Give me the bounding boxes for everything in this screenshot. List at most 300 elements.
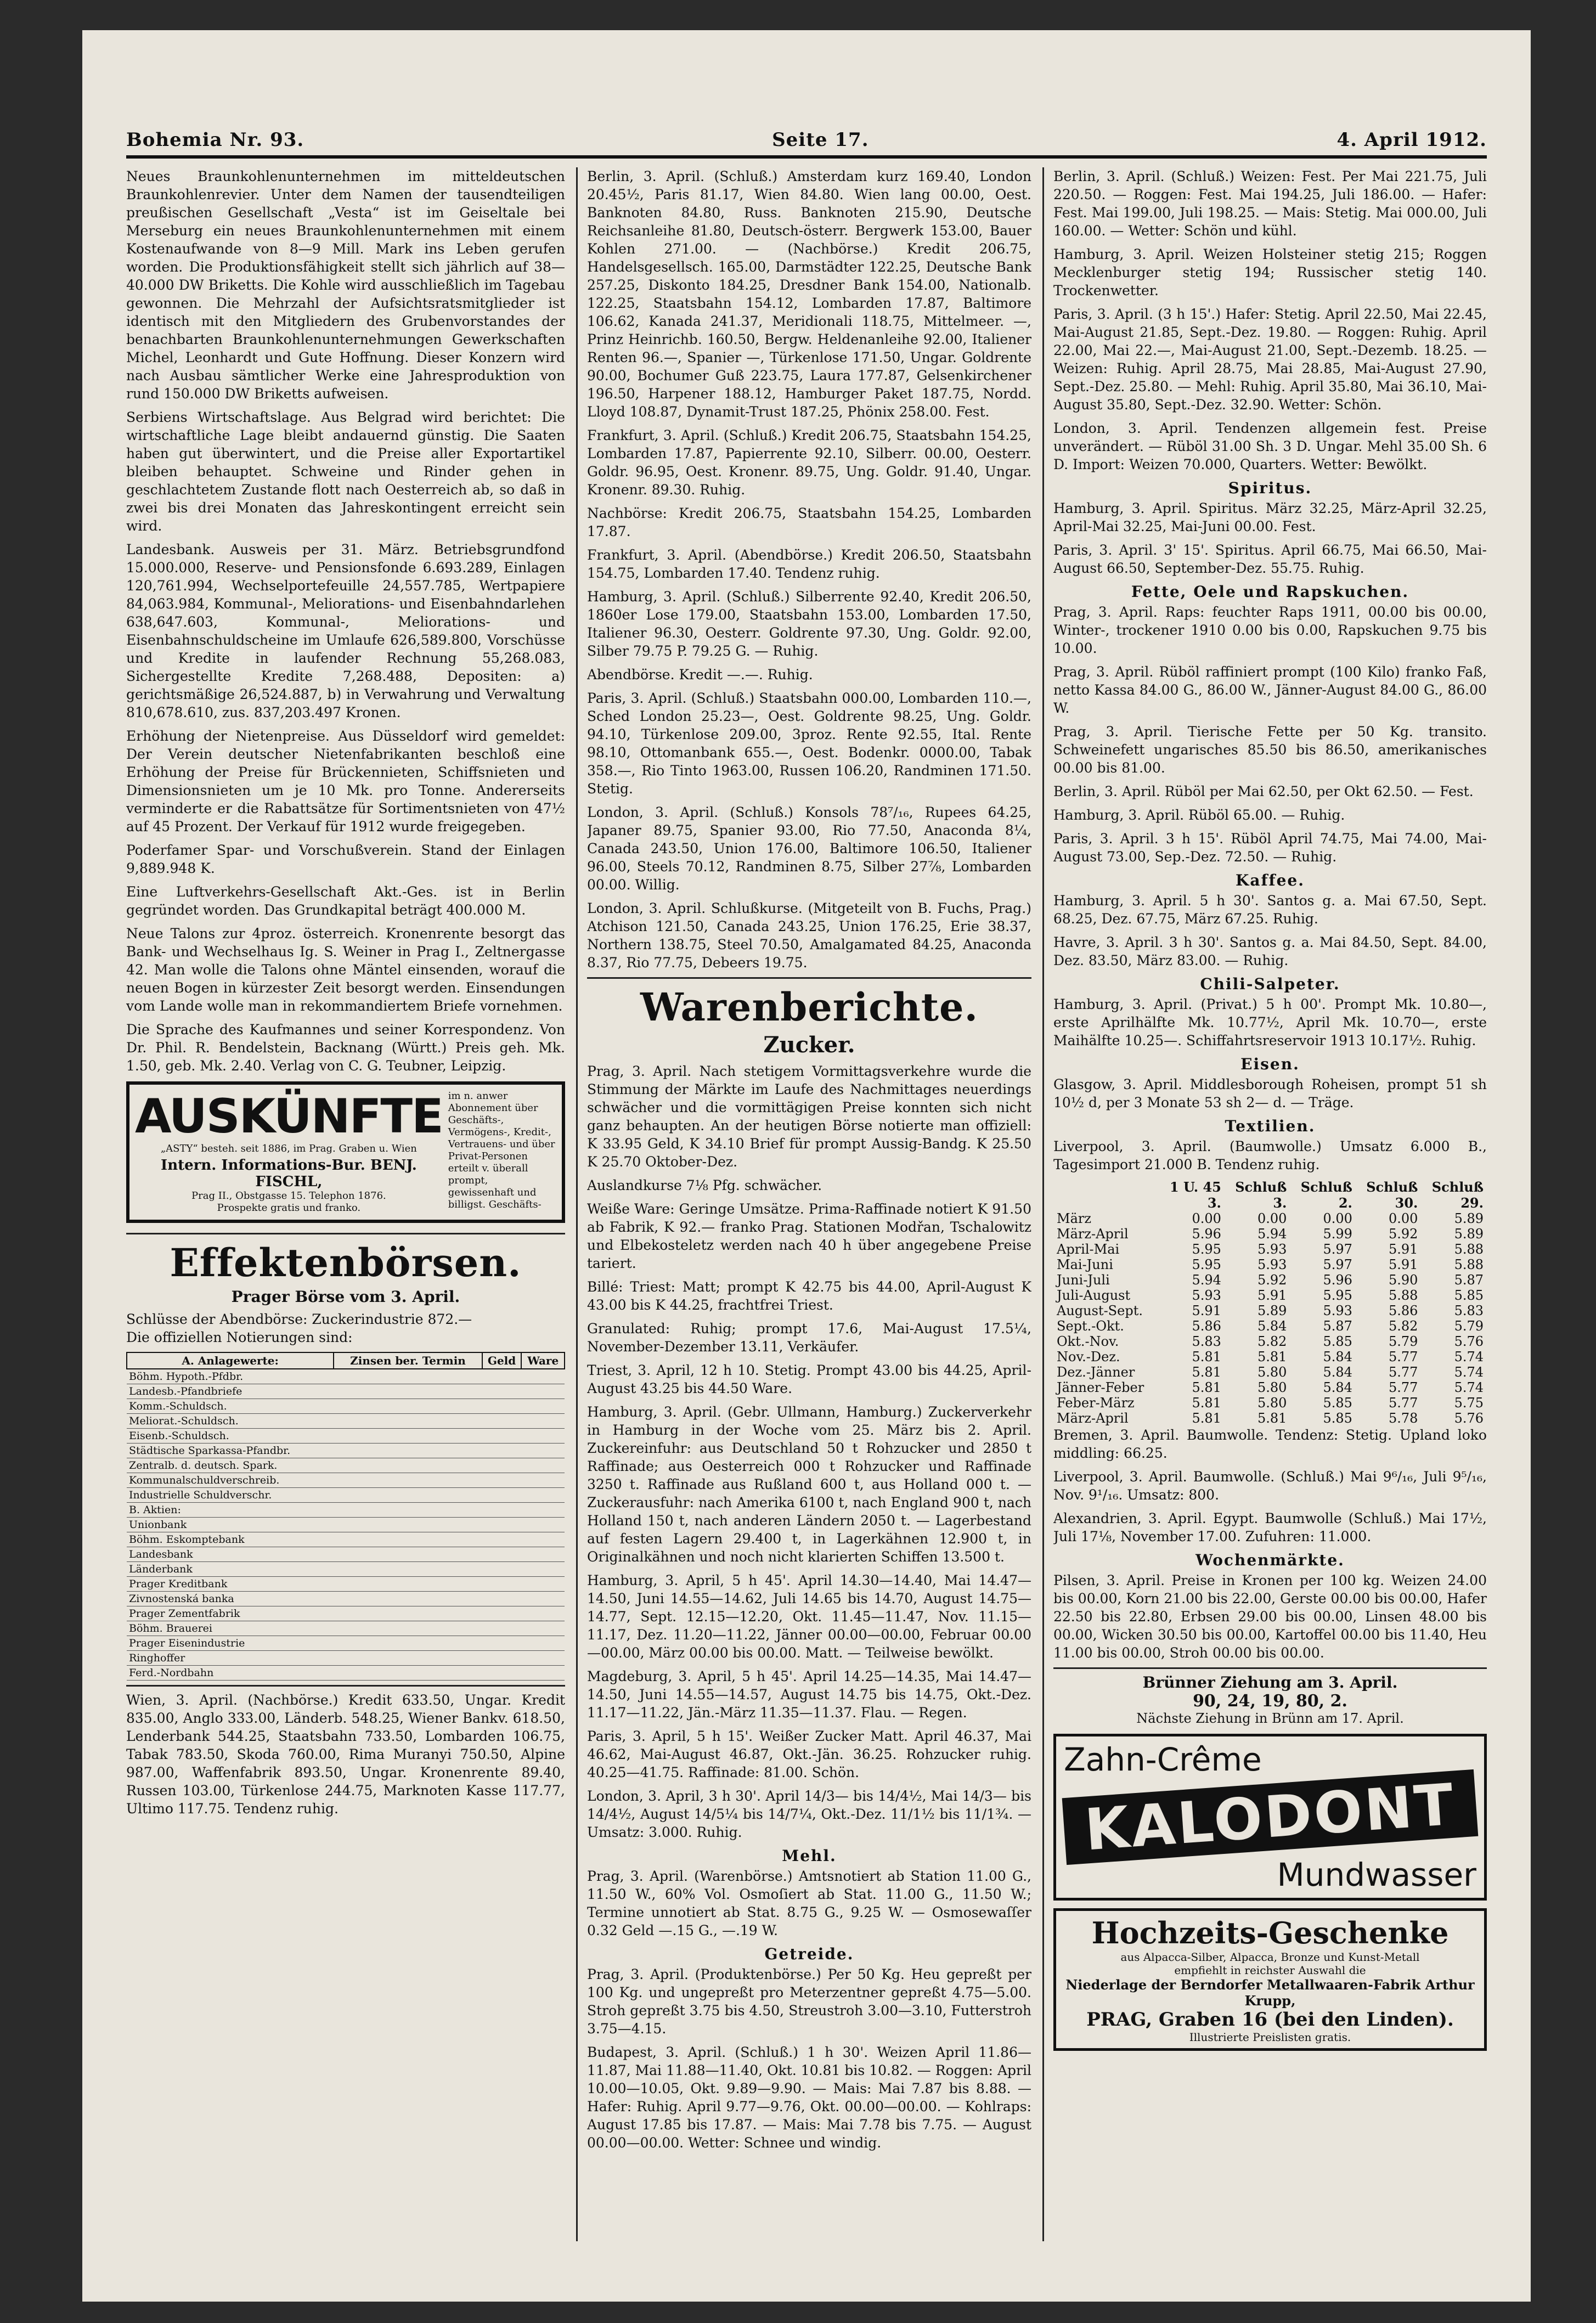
ad-title: AUSKÜNFTE [135,1089,443,1144]
table-header: Zinsen ber. Termin [334,1352,482,1369]
cotton-cell: Jänner-Feber [1057,1380,1144,1395]
table-cell [482,1414,522,1429]
cotton-cell: 5.91 [1192,1303,1221,1318]
table-row [127,1547,565,1562]
cotton-cell: 5.81 [1257,1411,1287,1426]
cotton-row [1053,1272,1487,1288]
cotton-cell: 5.87 [1323,1318,1352,1334]
table-row [127,1621,565,1636]
article-luftverkehr: Eine Luftverkehrs-Gesellschaft Akt.-Ges. ist in Berlin gegründet worden. Das Grundkapital beträgt 400.000 M. [126,884,565,918]
table-cell [482,1399,522,1414]
header-left: Bohemia Nr. 93. [126,129,304,151]
table-row [127,1562,565,1577]
zucker-weisse-ware: Weiße Ware: Geringe Umsätze. Prima-Raffinade notiert K 91.50 ab Fabrik, K 92.— franko Prag. Stationen Modřan, Tschalowitz und Elbekosteletz werden nach 40 h über angegebene Preise tariert. [587,1201,1031,1271]
table-cell-name: Zentralb. d. deutsch. Spark. [127,1458,334,1473]
spiritus-paris: Paris, 3. April. 3' 15'. Spiritus. April 66.75, Mai 66.50, Mai-August 66.50, September-Dez. 55.75. Ruhig. [1053,542,1487,576]
textilien-bremen: Bremen, 3. April. Baumwolle. Tendenz: Stetig. Upland loko middling: 66.25. [1053,1427,1487,1461]
table-cell [521,1518,565,1532]
cotton-cell: 5.85 [1323,1334,1352,1349]
cotton-cell: Nov.-Dez. [1057,1349,1120,1365]
table-cell [482,1547,522,1562]
column-2 [587,167,1031,2241]
table-cell [521,1444,565,1458]
table-cell-name: Komm.-Schuldsch. [127,1399,334,1414]
ad-name: Intern. Informations-Bur. BENJ. FISCHL, [161,1157,417,1190]
zucker-ausland: Auslandkurse 7⅛ Pfg. schwächer. [587,1177,822,1193]
table-cell [334,1458,482,1473]
cotton-subheader: 30. [1395,1195,1418,1211]
table-cell [521,1651,565,1666]
textilien-alexandrien: Alexandrien, 3. April. Egypt. Baumwolle (Schluß.) Mai 17½, Juli 17⅛, November 17.00. Zufuhren: 11.000. [1053,1510,1487,1544]
prager-boerse-title: Prager Börse vom 3. April. [231,1288,460,1306]
table-cell-name: Prager Zementfabrik [127,1606,334,1621]
article-nietenpreise: Erhöhung der Nietenpreise. Aus Düsseldorf wird gemeldet: Der Verein deutscher Nietenfabrikanten beschloß eine Erhöhung der Preise für Brückennieten, Schiffsnieten und Dimensionsnieten um je 10 Mk. pro Tonne. Andererseits verminderte er die Rabattsätze für Sortimentsnieten von 47½ auf 45 Prozent. Der Verkauf für 1912 wurde freigegeben. [126,728,565,835]
cotton-cell: 5.81 [1192,1365,1221,1380]
table-cell [334,1532,482,1547]
cotton-header: Schluß [1300,1179,1352,1195]
cotton-cell: 5.77 [1388,1380,1418,1395]
cotton-cell: 5.95 [1192,1242,1221,1257]
hochzeits-line3: Niederlage der Berndorfer Metallwaaren-Fabrik Arthur Krupp, [1065,1977,1475,2009]
cotton-cell: 5.85 [1323,1395,1352,1411]
table-header: Geld [482,1352,522,1369]
table-cell [334,1503,482,1518]
report-hamburg: Hamburg, 3. April. (Schluß.) Silberrente 92.40, Kredit 206.50, 1860er Lose 179.00, Staatsbahn 153.00, Lombarden 17.50, Italiener 96.30, Oesterr. Goldrente 97.30, Ung. Goldr. 92.00, Silber 79.75 P. 79.25 G. — Ruhig. [587,589,1031,659]
table-cell [334,1444,482,1458]
cotton-cell: 5.76 [1454,1411,1484,1426]
table-cell [334,1636,482,1651]
header-right: 4. April 1912. [1336,129,1487,151]
table-cell [334,1399,482,1414]
wochenmaerkte-pilsen: Pilsen, 3. April. Preise in Kronen per 100 kg. Weizen 24.00 bis 00.00, Korn 21.00 bis 22.00, Gerste 00.00 bis 00.00, Hafer 22.50 bis 22.80, Erbsen 29.00 bis 00.00, Linsen 48.00 bis 00.00, Wicken 30.50 bis 00.00, Kartoffel 00.00 bis 11.40, Heu 11.00 bis 00.00, Stroh 00.00 bis 00.00. [1053,1572,1487,1661]
table-row [127,1414,565,1429]
cotton-header: Schluß [1235,1179,1287,1195]
getreide-berlin: Berlin, 3. April. (Schluß.) Weizen: Fest. Per Mai 221.75, Juli 220.50. — Roggen: Fest. Mai 194.25, Juli 186.00. — Hafer: Fest. Mai 199.00, Juli 198.25. — Mais: Stetig. Mai 000.00, Juli 160.00. — Wetter: Schön und kühl. [1053,168,1487,239]
cotton-row [1053,1395,1487,1411]
cotton-header: 1 U. 45 [1169,1179,1221,1195]
cotton-cell: 5.94 [1257,1226,1287,1242]
cotton-subheader: 29. [1460,1195,1484,1211]
kalodont-bottom: Mundwasser [1277,1856,1476,1893]
table-cell-name: Eisenb.-Schuldsch. [127,1429,334,1444]
cotton-cell: 5.80 [1257,1365,1287,1380]
table-cell-name: Industrielle Schuldverschr. [127,1488,334,1503]
cotton-header: Schluß [1431,1179,1484,1195]
cotton-row [1053,1226,1487,1242]
ziehung-numbers: 90, 24, 19, 80, 2. [1193,1691,1347,1711]
cotton-row [1053,1303,1487,1318]
table-cell [482,1458,522,1473]
cotton-cell: 5.89 [1454,1211,1484,1226]
warenberichte-title: Warenberichte. [640,984,978,1030]
table-cell-name: Länderbank [127,1562,334,1577]
table-row [127,1399,565,1414]
cotton-cell: 5.95 [1192,1257,1221,1272]
table-cell [521,1562,565,1577]
table-cell-name: Zivnostenská banka [127,1592,334,1606]
article-talons: Neue Talons zur 4proz. österreich. Kronenrente besorgt das Bank- und Wechselhaus Ig. S. Weiner in Prag I., Zeltnergasse 42. Man wolle die Talons ohne Mäntel einsenden, worauf die neuen Bogen in kürzester Zeit besorgt werden. Einsendungen vom Lande wolle man in rekommandiertem Briefe vornehmen. [126,926,565,1014]
table-row [127,1636,565,1651]
table-row [127,1651,565,1666]
fette-prag-tierische: Prag, 3. April. Tierische Fette per 50 Kg. transito. Schweinefett ungarisches 85.50 bis 86.50, amerikanisches 00.00 bis 81.00. [1053,724,1487,776]
cotton-row [1053,1334,1487,1349]
table-cell [482,1488,522,1503]
page-header [126,118,1487,151]
cotton-row [1053,1318,1487,1334]
cotton-cell: 5.86 [1192,1318,1221,1334]
cotton-cell: 5.74 [1454,1349,1484,1365]
zucker-bille: Billé: Triest: Matt; prompt K 42.75 bis 44.00, April-August K 43.00 bis K 44.25, frachtfrei Triest. [587,1279,1031,1313]
cotton-cell: 5.79 [1388,1334,1418,1349]
table-cell [334,1488,482,1503]
table-cell [334,1621,482,1636]
cotton-cell: 5.91 [1388,1242,1418,1257]
cotton-cell: 5.84 [1323,1365,1352,1380]
mehl-title: Mehl. [782,1847,837,1865]
eisen-glasgow: Glasgow, 3. April. Middlesborough Roheisen, prompt 51 sh 10½ d, per 3 Monate 53 sh 2— d. — Träge. [1053,1076,1487,1110]
cotton-cell: 5.82 [1257,1334,1287,1349]
table-cell [521,1532,565,1547]
report-berlin: Berlin, 3. April. (Schluß.) Amsterdam kurz 169.40, London 20.45½, Paris 81.17, Wien 84.80. Wien lang 00.00, Oest. Banknoten 84.80, Russ. Banknoten 215.90, Deutsche Reichsanleihe 81.80, Deutsch-österr. Bergwerk 153.00, Bauer Kohlen 271.00. — (Nachbörse.) Kredit 206.75, Handelsgesellsch. 165.00, Darmstädter 122.25, Deutsche Bank 257.25, Diskonto 184.25, Dresdner Bank 154.00, Nationalb. 122.25, Staatsbahn 154.12, Lombarden 17.87, Baltimore 106.62, Kanada 241.37, Meridionali 118.75, Mittelmeer. —, Prinz Heinrichb. 160.50, Bergw. Heldenanleihe 92.00, Italiener Renten 96.—, Spanier —, Türkenlose 171.50, Ungar. Goldrente 90.00, Bochumer Guß 223.75, Laura 177.87, Gelsenkirchener 196.50, Harpener 188.12, Hamburger Paket 187.75, Nordd. Lloyd 108.87, Dynamit-Trust 187.25, Phönix 258.00. Fest. [587,168,1031,420]
table-cell [334,1518,482,1532]
report-hamburg-abend: Abendbörse. Kredit —.—. Ruhig. [587,667,813,683]
kalodont-ad [1053,1734,1487,1901]
cotton-cell: 5.93 [1323,1303,1352,1318]
cotton-row [1053,1411,1487,1426]
cotton-cell: 5.79 [1454,1318,1484,1334]
cotton-row [1053,1380,1487,1395]
table-cell [334,1547,482,1562]
table-cell-name: Meliorat.-Schuldsch. [127,1414,334,1429]
article-sparverein: Poderfamer Spar- und Vorschußverein. Stand der Einlagen 9,889.948 K. [126,842,565,876]
table-cell-name: Ferd.-Nordbahn [127,1666,334,1681]
cotton-cell: April-Mai [1057,1242,1120,1257]
table-cell [334,1473,482,1488]
table-cell [521,1414,565,1429]
table-cell [521,1666,565,1681]
cotton-cell: 5.82 [1388,1318,1418,1334]
cotton-cell: 5.77 [1388,1395,1418,1411]
cotton-cell: 5.94 [1192,1272,1221,1288]
cotton-cell: 5.81 [1192,1411,1221,1426]
table-row [127,1592,565,1606]
auskuenfte-ad [126,1081,565,1223]
table-cell [521,1473,565,1488]
fette-berlin: Berlin, 3. April. Rüböl per Mai 62.50, per Okt 62.50. — Fest. [1053,783,1474,799]
fette-prag-raps: Prag, 3. April. Raps: feuchter Raps 1911, 00.00 bis 00.00, Winter-, trockener 1910 0.00 bis 0.00, Rapskuchen 9.75 bis 10.00. [1053,604,1487,656]
section-rule [1053,1667,1487,1669]
table-row [127,1429,565,1444]
article-serbien: Serbiens Wirtschaftslage. Aus Belgrad wird berichtet: Die wirtschaftliche Lage bleibt andauernd günstig. Die Saaten haben gut überwintert, und die Preise aller Exportartikel bleiben behauptet. Schweine und Rinder gehen in geschlachtetem Zustande flott nach Oesterreich ab, so daß in zwei bis drei Monaten das Jahreskontingent erreicht sein wird. [126,409,565,534]
cotton-cell: Dez.-Jänner [1057,1365,1135,1380]
cotton-cell: 0.00 [1323,1211,1352,1226]
cotton-row [1053,1242,1487,1257]
table-row [127,1577,565,1592]
table-cell [482,1592,522,1606]
table-cell [521,1592,565,1606]
ad-side-text: im n. anwer Abonnement über Geschäfts-, Vermögens-, Kredit-, Vertrauens- und über Privat-Personen erteilt v. überall prompt, gewissenhaft und billigst. Geschäfts- [448,1090,555,1210]
cotton-cell: März-April [1057,1411,1129,1426]
getreide-paris: Paris, 3. April. (3 h 15'.) Hafer: Stetig. April 22.50, Mai 22.45, Mai-August 21.85, Sept.-Dez. 19.80. — Roggen: Ruhig. April 22.00, Mai 22.—, Mai-August 21.00, Sept.-Dezemb. 18.25. — Weizen: Ruhig. April 28.75, Mai 28.85, Mai-August 27.90, Sept.-Dez. 25.80. — Mehl: Ruhig. April 35.80, Mai 36.10, Mai-August 35.80, Sept.-Dez. 32.90. Wetter: Schön. [1053,306,1487,413]
zucker-title: Zucker. [763,1032,855,1058]
zucker-paris: Paris, 3. April, 5 h 15'. Weißer Zucker Matt. April 46.37, Mai 46.62, Mai-August 46.87, Okt.-Jän. 36.25. Rohzucker ruhig. 40.25—41.75. Raffinade: 81.00. Schön. [587,1728,1031,1780]
cotton-cell: 5.81 [1192,1380,1221,1395]
cotton-subheader: 3. [1273,1195,1287,1211]
table-row [127,1384,565,1399]
table-cell [334,1577,482,1592]
header-rule [126,155,1487,159]
cotton-cell: 5.84 [1323,1349,1352,1365]
table-cell [521,1547,565,1562]
notierungen-line: Die offiziellen Notierungen sind: [126,1329,353,1345]
cotton-cell: 5.83 [1192,1334,1221,1349]
prager-boerse-table [126,1352,565,1681]
kaffee-havre: Havre, 3. April. 3 h 30'. Santos g. a. Mai 84.50, Sept. 84.00, Dez. 83.50, März 83.00. — Ruhig. [1053,934,1487,968]
cotton-cell: Mai-Juni [1057,1257,1113,1272]
textilien-liverpool-schluss: Liverpool, 3. April. Baumwolle. (Schluß.) Mai 9⁶/₁₆, Juli 9⁵/₁₆, Nov. 9¹/₁₆. Umsatz: 800. [1053,1469,1487,1503]
table-cell [482,1606,522,1621]
cotton-cell: 5.92 [1388,1226,1418,1242]
table-cell [334,1651,482,1666]
cotton-cell: 5.89 [1454,1226,1484,1242]
column-3 [1053,167,1487,2241]
column-divider [1042,167,1044,2241]
kaffee-hamburg: Hamburg, 3. April. 5 h 30'. Santos g. a. Mai 67.50, Sept. 68.25, Dez. 67.75, März 67.25. Ruhig. [1053,893,1487,927]
table-cell-name: B. Aktien: [127,1503,334,1518]
table-cell [334,1429,482,1444]
getreide-prag: Prag, 3. April. (Produktenbörse.) Per 50 Kg. Heu gepreßt per 100 Kg. und ungepreßt pro Meterzentner gepreßt 4.75—5.00. Stroh gepreßt 3.75 bis 4.50, Streustroh 3.00—3.10, Futterstroh 3.75—4.15. [587,1966,1031,2037]
table-cell-name: Prager Eisenindustrie [127,1636,334,1651]
table-header: Ware [521,1352,565,1369]
table-cell [334,1414,482,1429]
table-cell-name: Städtische Sparkassa-Pfandbr. [127,1444,334,1458]
report-frankfurt-nachboerse: Nachbörse: Kredit 206.75, Staatsbahn 154.25, Lombarden 17.87. [587,505,1031,539]
getreide-london: London, 3. April. Tendenzen allgemein fest. Preise unverändert. — Rüböl 31.00 Sh. 3 D. Ungar. Mehl 35.00 Sh. 6 D. Import: Weizen 70.000, Quarters. Wetter: Bewölkt. [1053,420,1487,472]
cotton-cell: 5.74 [1454,1365,1484,1380]
cotton-cell: 5.90 [1388,1272,1418,1288]
table-cell [521,1636,565,1651]
report-london: London, 3. April. (Schluß.) Konsols 78⁷/₁₆, Rupees 64.25, Japaner 89.75, Spanier 93.00, Rio 77.50, Anaconda 8¼, Canada 243.50, Union 176.00, Baltimore 106.50, Italiener 96.00, Steels 70.12, Randminen 8.75, Silber 27⅞, Lombarden 00.00. Willig. [587,804,1031,893]
table-cell [521,1399,565,1414]
effektenboersen-title: Effektenbörsen. [170,1240,522,1285]
abendboerse-line: Schlüsse der Abendbörse: Zuckerindustrie 872.— [126,1311,472,1327]
fette-hamburg: Hamburg, 3. April. Rüböl 65.00. — Ruhig. [1053,807,1345,823]
table-cell-name: Böhm. Eskomptebank [127,1532,334,1547]
cotton-cell: Juli-August [1057,1288,1131,1303]
cotton-cell: 5.91 [1388,1257,1418,1272]
cotton-row [1053,1211,1487,1226]
table-cell [482,1444,522,1458]
spiritus-hamburg: Hamburg, 3. April. Spiritus. März 32.25, März-April 32.25, April-Mai 32.25, Mai-Juni 00.00. Fest. [1053,500,1487,534]
table-cell [482,1666,522,1681]
cotton-cell: 5.95 [1323,1288,1352,1303]
cotton-cell: 5.80 [1257,1395,1287,1411]
cotton-subheader [1053,1195,1159,1211]
table-row [127,1488,565,1503]
zucker-magdeburg: Magdeburg, 3. April, 5 h 45'. April 14.25—14.35, Mai 14.47—14.50, Juni 14.55—14.57, August 14.75 bis 14.75, Okt.-Dez. 11.17—11.22, Jän.-März 11.35—11.37. Flau. — Regen. [587,1668,1031,1721]
cotton-cell: 5.97 [1323,1242,1352,1257]
cotton-cell: 0.00 [1388,1211,1418,1226]
spiritus-title: Spiritus. [1228,479,1312,497]
article-landesbank: Landesbank. Ausweis per 31. März. Betriebsgrundfond 15.000.000, Reserve- und Pensionsfonde 6.693.289, Einlagen 120,761.994, Wechselportefeuille 24,557.785, Wertpapiere 84,063.984, Kommunal-, Meliorations- und Eisenbahndarlehen 638,647.603, Kommunal-, Meliorations- und Eisenbahnschuldscheine im Umlaufe 626,589.800, Vorschüsse und Kredite in laufender Rechnung 55,268.083, Sichergestellte Kredite 7,268.488, Depositen: a) gerichtsmäßige 26,524.887, b) in Verwahrung und Verwaltung 810,678.610, zus. 837,203.497 Kronen. [126,542,565,720]
table-cell [521,1503,565,1518]
textilien-title: Textilien. [1225,1117,1316,1135]
fette-paris: Paris, 3. April. 3 h 15'. Rüböl April 74.75, Mai 74.00, Mai-August 73.00, Sep.-Dez. 72.50. — Ruhig. [1053,831,1487,865]
table-cell-name: Prager Kreditbank [127,1577,334,1592]
report-frankfurt: Frankfurt, 3. April. (Schluß.) Kredit 206.75, Staatsbahn 154.25, Lombarden 17.87, Papierrente 92.10, Silberr. 00.00, Oesterr. Goldr. 96.95, Oest. Kronenr. 89.75, Ung. Goldr. 91.40, Ungar. Kronenr. 89.30. Ruhig. [587,427,1031,498]
table-row [127,1666,565,1681]
getreide-budapest: Budapest, 3. April. (Schluß.) 1 h 30'. Weizen April 11.86—11.87, Mai 11.88—11.40, Okt. 10.81 bis 10.82. — Roggen: April 10.00—10.05, Okt. 9.89—9.90. — Mais: Mai 7.87 bis 8.88. — Hafer: Ruhig. April 9.77—9.76, Okt. 00.00—00.00. — Kohlraps: August 17.85 bis 17.87. — Mais: Mai 7.78 bis 7.75. — August 00.00—00.00. Wetter: Schnee und windig. [587,2044,1031,2151]
table-cell [521,1384,565,1399]
table-cell [482,1384,522,1399]
fette-title: Fette, Oele und Rapskuchen. [1131,583,1409,601]
zucker-triest: Triest, 3. April, 12 h 10. Stetig. Prompt 43.00 bis 44.25, April-August 43.25 bis 44.50 Ware. [587,1362,1031,1396]
table-cell [334,1562,482,1577]
table-cell [521,1606,565,1621]
eisen-title: Eisen. [1240,1055,1300,1073]
cotton-row [1053,1288,1487,1303]
table-row [127,1518,565,1532]
table-cell-name: Ringhoffer [127,1651,334,1666]
fette-prag-rueboel: Prag, 3. April. Rüböl raffiniert prompt (100 Kilo) franko Faß, netto Kassa 84.00 G., 86.00 W., Jänner-August 84.00 G., 86.00 W. [1053,664,1487,716]
cotton-cell: 5.84 [1257,1318,1287,1334]
table-cell [521,1369,565,1384]
table-cell [482,1503,522,1518]
table-cell [334,1592,482,1606]
chile-title: Chili-Salpeter. [1200,975,1340,993]
cotton-cell: 5.87 [1454,1272,1484,1288]
report-london-schlusskurse: London, 3. April. Schlußkurse. (Mitgeteilt von B. Fuchs, Prag.) Atchison 121.50, Canada 243.25, Union 176.25, Erie 38.37, Northern 138.75, Steel 70.50, Amalgamated 84.25, Anaconda 8.37, Rio 77.75, Debeers 19.75. [587,900,1031,971]
table-row [127,1458,565,1473]
table-cell [482,1518,522,1532]
kaffee-title: Kaffee. [1236,871,1305,889]
hochzeits-address: PRAG, Graben 16 (bei den Linden). [1086,2009,1454,2031]
cotton-cell: 5.99 [1323,1226,1352,1242]
article-wien: Wien, 3. April. (Nachbörse.) Kredit 633.50, Ungar. Kredit 835.00, Anglo 333.00, Länderb. 548.25, Wiener Bankv. 618.50, Lenderbank 544.25, Staatsbahn 733.50, Lombarden 106.75, Tabak 783.50, Skoda 760.00, Rima Muranyi 750.50, Alpine 987.00, Waffenfabrik 893.50, Ungar. Kronenrente 89.40, Russen 103.00, Türkenlose 244.75, Marknoten Kasse 117.77, Ultimo 117.75. Tendenz ruhig. [126,1692,565,1817]
table-cell [334,1384,482,1399]
cotton-cell: 5.80 [1257,1380,1287,1395]
report-frankfurt-abend: Frankfurt, 3. April. (Abendbörse.) Kredit 206.50, Staatsbahn 154.75, Lombarden 17.40. Tendenz ruhig. [587,547,1031,581]
cotton-cell: 5.91 [1257,1288,1287,1303]
article-braunkohle: Neues Braunkohlenunternehmen im mitteldeutschen Braunkohlenrevier. Unter dem Namen der tausendteiligen preußischen Gesellschaft „Vesta“ ist im Geiseltale bei Merseburg ein neues Braunkohlenunternehmen mit einem Kostenaufwande von 8—9 Mill. Mark ins Leben gerufen worden. Die Produktionsfähigkeit stellt sich jährlich auf 38—40.000 DW Briketts. Die Kohle wird ausschließlich im Tagebau gewonnen. Die Mehrzahl der Aufsichtsratsmitglieder ist identisch mit den Mitgliedern des Grubenvorstandes der benachbarten Braunkohlenunternehmungen Gewerkschaften Michel, Leonhardt und Gute Hoffnung. Dieser Konzern wird nach Ausbau sämtlicher Werke eine Jahresproduktion von rund 150.000 DW Briketts aufweisen. [126,168,565,402]
table-cell-name: Unionbank [127,1518,334,1532]
header-center: Seite 17. [772,129,869,151]
wochenmaerkte-title: Wochenmärkte. [1195,1551,1345,1569]
ziehung-title: Brünner Ziehung am 3. April. [1142,1673,1398,1691]
cotton-cell: 5.93 [1192,1288,1221,1303]
ziehung-next: Nächste Ziehung in Brünn am 17. April. [1136,1711,1404,1726]
mehl-prag: Prag, 3. April. (Warenbörse.) Amtsnotiert ab Station 11.00 G., 11.50 W., 60% Vol. Osmoſiert ab Stat. 11.00 G., 11.50 W.; Termine unnotiert ab Stat. 8.75 G., 9.25 W. — Osmosewaſſer 0.32 Geld —.15 G., —.19 W. [587,1868,1031,1938]
zucker-prag: Prag, 3. April. Nach stetigem Vormittagsverkehre wurde die Stimmung der Märkte im Laufe des Nachmittages neuerdings schwächer und die vormittägigen Preise konnten sich nicht ganz behaupten. An der heutigen Börse notierte man offiziell: K 33.95 Geld, K 34.10 Brief für prompt Aussig-Bandg. K 25.50 K 25.70 Oktober-Dez. [587,1063,1031,1170]
table-cell [521,1488,565,1503]
table-cell [521,1621,565,1636]
table-cell [334,1369,482,1384]
cotton-row [1053,1257,1487,1272]
table-cell [482,1532,522,1547]
cotton-row [1053,1349,1487,1365]
cotton-cell: Okt.-Nov. [1057,1334,1119,1349]
cotton-cell: 0.00 [1257,1211,1287,1226]
table-cell-name: Böhm. Brauerei [127,1621,334,1636]
cotton-cell: 5.96 [1192,1226,1221,1242]
table-header: A. Anlagewerte: [127,1352,334,1369]
table-cell [482,1621,522,1636]
hochzeits-line1: aus Alpacca-Silber, Alpacca, Bronze und Kunst-Metall [1120,1950,1420,1964]
hochzeits-ad [1053,1908,1487,2051]
cotton-cell: 5.75 [1454,1395,1484,1411]
cotton-cell: August-Sept. [1057,1303,1143,1318]
cotton-table [1053,1179,1487,1426]
table-cell [482,1651,522,1666]
cotton-cell: 0.00 [1192,1211,1221,1226]
cotton-row [1053,1365,1487,1380]
cotton-cell: 5.78 [1388,1411,1418,1426]
cotton-cell: 5.88 [1388,1288,1418,1303]
cotton-header: Schluß [1366,1179,1418,1195]
ad-address: Prag II., Obstgasse 15. Telephon 1876. [191,1190,386,1202]
column-1 [126,167,565,2241]
cotton-cell: 5.93 [1257,1257,1287,1272]
cotton-cell: 5.85 [1323,1411,1352,1426]
cotton-cell: 5.97 [1323,1257,1352,1272]
table-cell-name: Landesb.-Pfandbriefe [127,1384,334,1399]
section-rule [126,1685,565,1687]
table-row [127,1369,565,1384]
cotton-cell: 5.83 [1454,1303,1484,1318]
cotton-cell: 5.81 [1192,1349,1221,1365]
cotton-header [1053,1179,1159,1195]
hochzeits-foot: Illustrierte Preislisten gratis. [1189,2031,1351,2044]
report-paris: Paris, 3. April. (Schluß.) Staatsbahn 000.00, Lombarden 110.—, Sched London 25.23—, Oest. Goldrente 98.25, Ung. Goldr. 94.10, Türkenlose 209.00, 3proz. Rente 92.55, Ital. Rente 98.10, Ottomanbank 655.—, Oest. Bodenkr. 0000.00, Tabak 358.—, Rio Tinto 1963.00, Russen 106.20, Randminen 171.50. Stetig. [587,690,1031,797]
cotton-cell: März [1057,1211,1091,1226]
column-divider [576,167,578,2241]
table-row [127,1503,565,1518]
cotton-cell: 5.81 [1257,1349,1287,1365]
cotton-cell: 5.81 [1192,1395,1221,1411]
kalodont-top: Zahn-Crême [1064,1741,1262,1778]
ad-foot: Prospekte gratis und franko. [217,1202,361,1214]
table-row [127,1606,565,1621]
table-cell [521,1429,565,1444]
cotton-cell: 5.74 [1454,1380,1484,1395]
zucker-granulated: Granulated: Ruhig; prompt 17.6, Mai-August 17.5¼, November-Dezember 13.11, Verkäufer. [587,1321,1031,1355]
cotton-cell: März-April [1057,1226,1129,1242]
cotton-cell: 5.77 [1388,1349,1418,1365]
cotton-cell: 5.88 [1454,1242,1484,1257]
zucker-hamburg: Hamburg, 3. April, 5 h 45'. April 14.30—14.40, Mai 14.47—14.50, Juni 14.55—14.62, Juli 14.65 bis 14.70, August 14.75—14.77, Sept. 12.15—12.20, Okt. 11.45—11.47, Nov. 11.15—11.17, Dez. 11.20—11.22, Jänner 00.00—00.00, Februar 00.00—00.00, März 00.00 bis 00.00. Matt. — Teilweise bewölkt. [587,1572,1031,1661]
getreide-title: Getreide. [764,1945,854,1963]
table-cell [482,1473,522,1488]
table-cell [482,1577,522,1592]
table-row [127,1532,565,1547]
table-row [127,1444,565,1458]
cotton-cell: 5.96 [1323,1272,1352,1288]
ad-mid: „ASTY“ besteh. seit 1886, im Prag. Graben u. Wien [160,1143,417,1154]
article-sprache: Die Sprache des Kaufmannes und seiner Korrespondenz. Von Dr. Phil. R. Bendelstein, Backnang (Württ.) Preis geh. Mk. 1.50, geb. Mk. 2.40. Verlag von C. G. Teubner, Leipzig. [126,1022,565,1074]
newspaper-page [82,30,1531,2302]
cotton-cell: 5.93 [1257,1242,1287,1257]
textilien-liverpool: Liverpool, 3. April. (Baumwolle.) Umsatz 6.000 B., Tagesimport 21.000 B. Tendenz ruhig. [1053,1138,1487,1172]
cotton-cell: 5.86 [1388,1303,1418,1318]
cotton-cell: 5.89 [1257,1303,1287,1318]
kalodont-logo: KALODONT [1062,1769,1479,1865]
table-cell [482,1636,522,1651]
chile-hamburg: Hamburg, 3. April. (Privat.) 5 h 00'. Prompt Mk. 10.80—, erste Aprilhälfte Mk. 10.77½, April Mk. 10.70—, erste Maihälfte 10.25—. Schiffahrtsreservoir 1913 10.17½. Ruhig. [1053,996,1487,1048]
zucker-london: London, 3. April, 3 h 30'. April 14/3— bis 14/4½, Mai 14/3— bis 14/4½, August 14/5¼ bis 14/7¼, Okt.-Dez. 11/1½ bis 11/1¾. — Umsatz: 3.000. Ruhig. [587,1788,1031,1840]
table-cell [482,1429,522,1444]
cotton-cell: Feber-März [1057,1395,1135,1411]
table-cell [334,1666,482,1681]
